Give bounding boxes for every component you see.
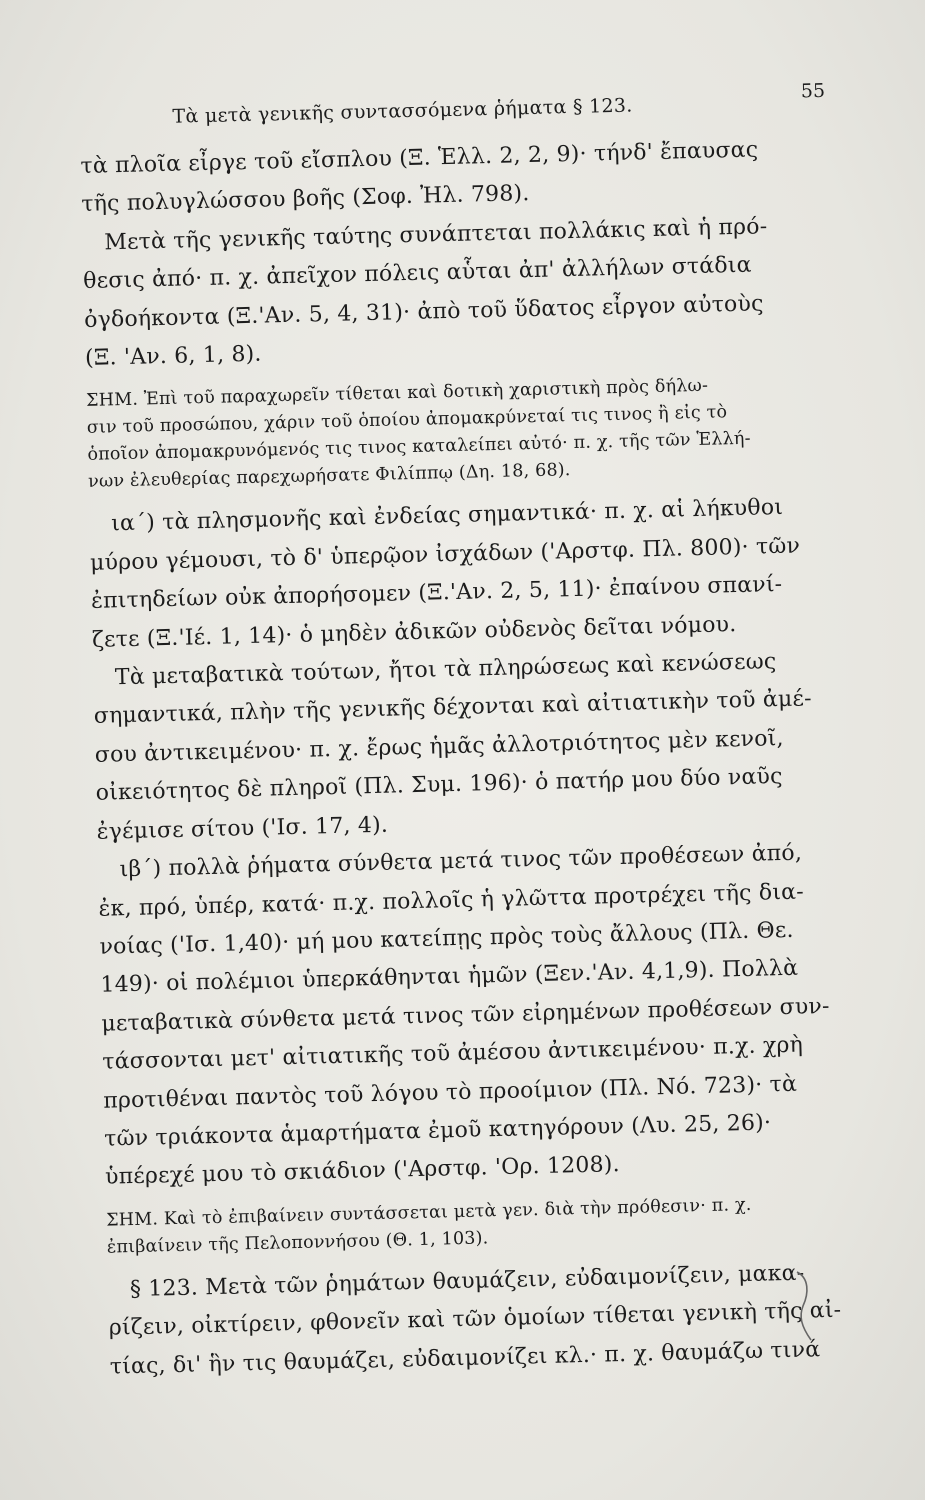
text-line: τῶν τριάκοντα ἁμαρτήματα ἐμοῦ κατηγόρουν (Λυ. 25, 26)· [103,1110,772,1152]
text-line: προτιθέναι παντὸς τοῦ λόγου τὸ προοίμιον (Πλ. Νό. 723)· τὰ [102,1071,798,1114]
text-line: ρίζειν, οἰκτίρειν, φθονεῖν καὶ τῶν ὁμοίων τίθεται γενικὴ τῆς αἰ- [108,1297,842,1341]
text-line: θεσις ἀπό· π. χ. ἀπεῖχον πόλεις αὗται ἀπ' ἀλλήλων στάδια [82,252,752,295]
text-line: σου ἀντικειμένου· π. χ. ἔρως ἡμᾶς ἀλλοτριότητος μὲν κενοῖ, [94,725,784,768]
text-line: μύρου γέμουσι, τὸ δ' ὑπερῷον ἰσχάδων ('Αρστφ. Πλ. 800)· τῶν [89,533,801,576]
text-line: νοίας ('Ισ. 1,40)· μή μου κατείπῃς πρὸς τοὺς ἄλλους (Πλ. Θε. [99,917,794,960]
note-line: ΣΗΜ. Καὶ τὸ ἐπιβαίνειν συντάσσεται μετὰ γεν. διὰ τὴν πρόθεσιν· π. χ. [105,1194,752,1231]
text-line: μεταβατικὰ σύνθετα μετά τινος τῶν εἰρημένων προθέσεων συν- [101,993,830,1037]
text-line: ια΄) τὰ πλησμονῆς καὶ ἐνδείας σημαντικά· π. χ. αἱ λήκυθοι [110,495,784,537]
text-line: Τὰ μεταβατικὰ τούτων, ἤτοι τὰ πληρώσεως καὶ κενώσεως [114,649,777,691]
text-line: τάσσονται μετ' αἰτιατικῆς τοῦ ἀμέσου ἀντικειμένου· π.χ. χρὴ [102,1032,804,1075]
text-line: Μετὰ τῆς γενικῆς ταύτης συνάπτεται πολλάκις καὶ ἡ πρό- [104,214,768,256]
text-line: ἐκ, πρό, ὑπέρ, κατά· π.χ. πολλοῖς ἡ γλῶττα προτρέχει τῆς δια- [98,879,805,922]
running-title: Τὰ μετὰ γενικῆς συντασσόμενα ῥήματα § 123. [172,94,633,128]
text-line: 149)· οἱ πολέμιοι ὑπερκάθηνται ἡμῶν (Ξεν.'Αν. 4,1,9). Πολλὰ [100,956,799,999]
text-line: ὑπέρεχέ μου τὸ σκιάδιον ('Αρστφ. 'Ορ. 1208). [104,1152,621,1191]
text-line: ἐγέμισε σίτου ('Ισ. 17, 4). [96,812,389,845]
text-line: ὀγδοήκοντα (Ξ.'Αν. 5, 4, 31)· ἀπὸ τοῦ ὕδατος εἶργον αὐτοὺς [83,290,764,333]
text-line: (Ξ. 'Αν. 6, 1, 8). [84,341,262,371]
running-head [80,78,834,136]
text-line: ζετε (Ξ.'Ιέ. 1, 14)· ὁ μηδὲν ἀδικῶν οὐδενὸς δεῖται νόμου. [91,611,737,653]
text-line: τὰ πλοῖα εἶργε τοῦ εἴσπλου (Ξ. Ἑλλ. 2, 2, 9)· τήνδ' ἔπαυσας [80,137,759,179]
note-line: σιν τοῦ προσώπου, χάριν τοῦ ὁποίου ἀπομακρύνεταί τις τινος ἢ εἰς τὸ [86,402,728,439]
note-line: νων ἐλευθερίας παρεχωρήσατε Φιλίππῳ (Δη. 18, 68). [87,460,571,493]
text-line: οἰκειότητος δὲ πληροῖ (Πλ. Συμ. 196)· ὁ πατήρ μου δύο ναῦς [95,764,783,807]
page-number: 55 [800,79,826,103]
note-line: ὁποῖον ἀπομακρυνόμενός τις τινος καταλείπει αὐτό· π. χ. τῆς τῶν Ἑλλή- [87,429,751,466]
text-line: τίας, δι' ἣν τις θαυμάζει, εὐδαιμονίζει κλ.· π. χ. θαυμάζω τινά [109,1336,821,1380]
note-line: ΣΗΜ. Ἐπὶ τοῦ παραχωρεῖν τίθεται καὶ δοτικὴ χαριστικὴ πρὸς δήλω- [85,376,709,412]
note-line: ἐπιβαίνειν τῆς Πελοποννήσου (Θ. 1, 103). [106,1228,489,1258]
pencil-bracket-mark [789,1268,829,1348]
text-line: ἐπιτηδείων οὐκ ἀπορήσομεν (Ξ.'Αν. 2, 5, 11)· ἐπαίνου σπανί- [90,572,783,615]
text-line: σημαντικά, πλὴν τῆς γενικῆς δέχονται καὶ αἰτιατικὴν τοῦ ἀμέ- [93,686,812,730]
section-heading-line: § 123. Μετὰ τῶν ῥημάτων θαυμάζειν, εὐδαιμονίζειν, μακα- [129,1260,805,1302]
main-text [80,130,863,1387]
text-line: τῆς πολυγλώσσου βοῆς (Σοφ. Ἠλ. 798). [81,181,530,218]
text-line: ιβ΄) πολλὰ ῥήματα σύνθετα μετά τινος τῶν προθέσεων ἀπό, [119,840,803,883]
